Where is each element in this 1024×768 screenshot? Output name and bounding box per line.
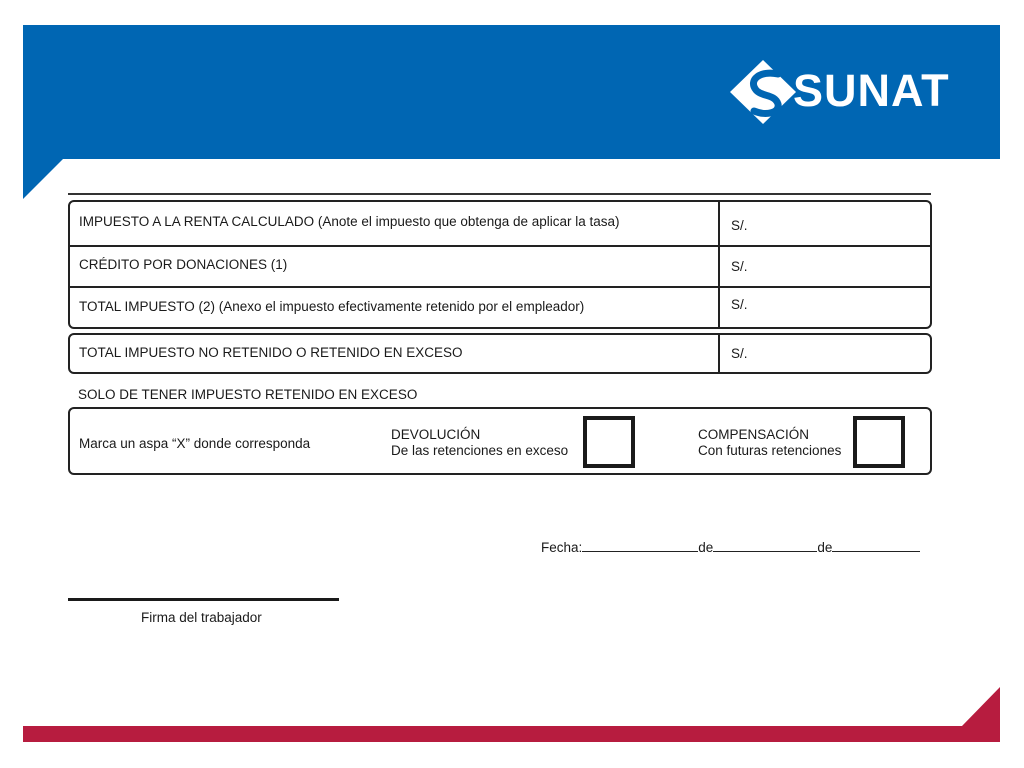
excess-options-box bbox=[68, 407, 932, 475]
signature-line[interactable] bbox=[68, 598, 339, 601]
table-row bbox=[70, 245, 930, 288]
refund-checkbox[interactable] bbox=[583, 416, 635, 468]
brand-name: SUNAT bbox=[793, 65, 950, 116]
excess-section-heading: SOLO DE TENER IMPUESTO RETENIDO EN EXCESO bbox=[78, 387, 418, 402]
instruction-text: Marca un aspa “X” donde corresponda bbox=[79, 436, 311, 451]
not-retained-table bbox=[68, 333, 932, 374]
date-month-field[interactable] bbox=[713, 538, 817, 552]
not-retained-label: TOTAL IMPUESTO NO RETENIDO O RETENIDO EN EXCESO bbox=[79, 345, 463, 360]
income-tax-amount-field[interactable]: S/. bbox=[731, 218, 748, 233]
date-year-field[interactable] bbox=[832, 538, 920, 552]
date-label: Fecha: bbox=[541, 540, 583, 555]
compensation-subtitle: Con futuras retenciones bbox=[698, 443, 842, 458]
total-tax-amount-field[interactable]: S/. bbox=[731, 297, 748, 312]
tax-summary-table bbox=[68, 200, 932, 329]
compensation-title: COMPENSACIÓN bbox=[698, 427, 810, 442]
not-retained-amount-field[interactable]: S/. bbox=[731, 346, 748, 361]
table-row bbox=[70, 286, 930, 327]
date-line bbox=[541, 538, 920, 556]
refund-subtitle: De las retenciones en exceso bbox=[391, 443, 569, 458]
donation-credit-label: CRÉDITO POR DONACIONES (1) bbox=[79, 257, 288, 272]
income-tax-label: IMPUESTO A LA RENTA CALCULADO (Anote el impuesto que obtenga de aplicar la tasa) bbox=[79, 214, 620, 229]
refund-title: DEVOLUCIÓN bbox=[391, 427, 481, 442]
date-day-field[interactable] bbox=[582, 538, 698, 552]
footer-banner bbox=[23, 687, 1000, 742]
donation-credit-amount-field[interactable]: S/. bbox=[731, 259, 748, 274]
date-separator: de bbox=[817, 540, 833, 555]
column-divider bbox=[718, 335, 720, 372]
date-separator: de bbox=[698, 540, 714, 555]
table-row bbox=[70, 202, 930, 247]
signature-label: Firma del trabajador bbox=[141, 610, 262, 625]
compensation-checkbox[interactable] bbox=[853, 416, 905, 468]
total-tax-label: TOTAL IMPUESTO (2) (Anexo el impuesto efectivamente retenido por el empleador) bbox=[79, 299, 585, 314]
